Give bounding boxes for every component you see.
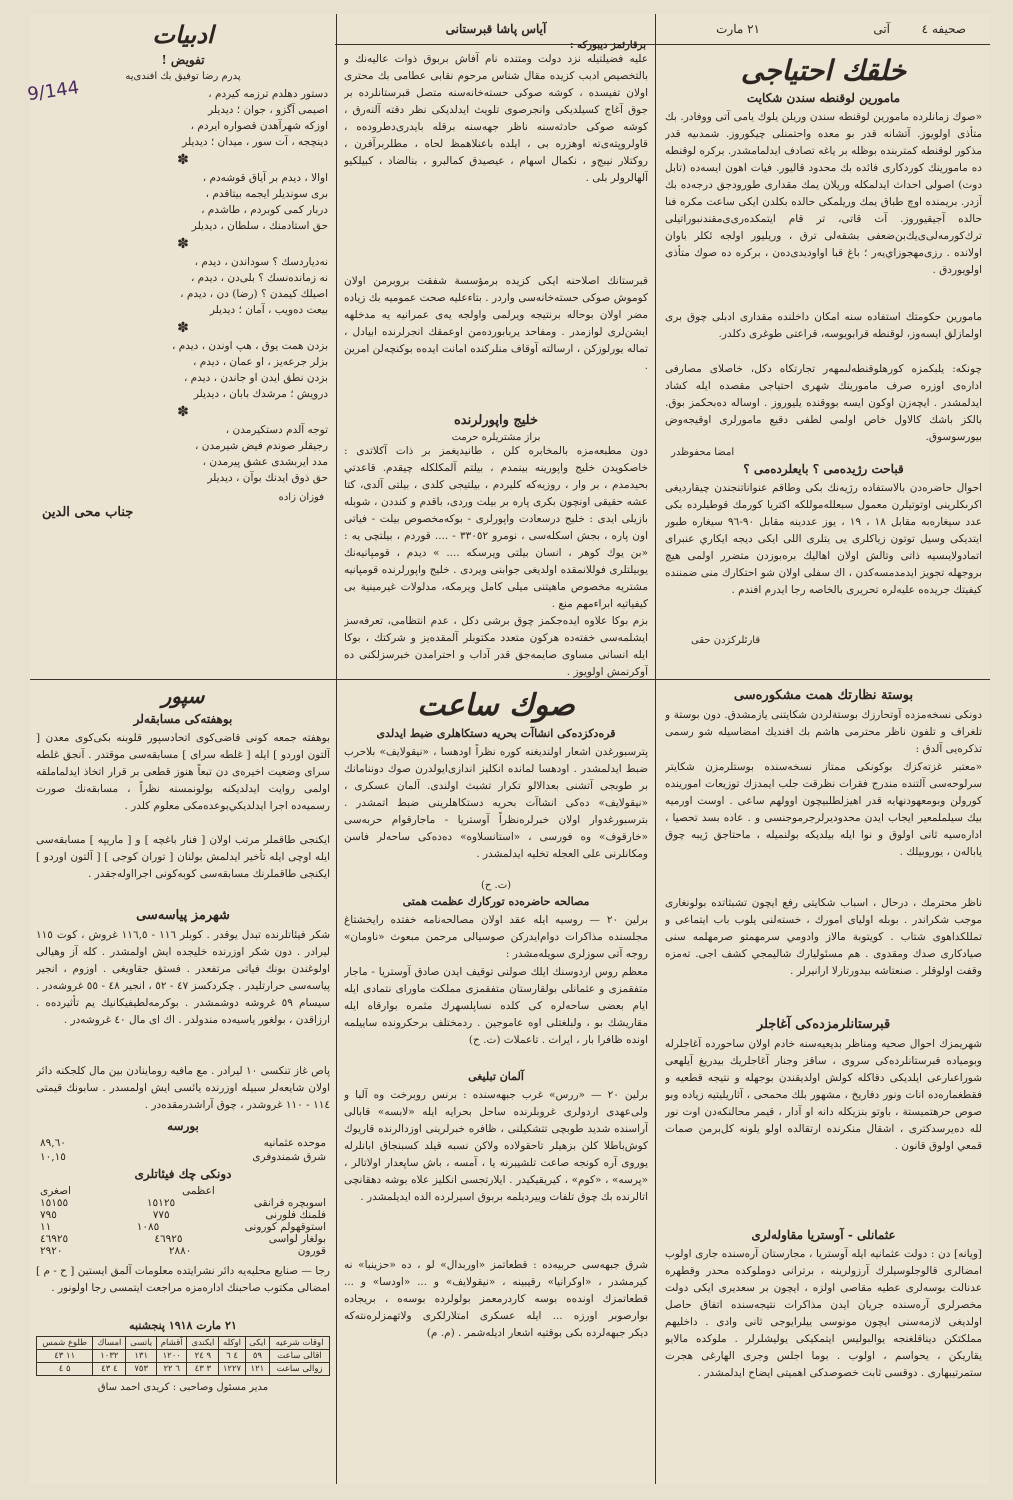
- asterisk-divider: ✽: [177, 152, 189, 168]
- right-column-top: [661, 48, 986, 678]
- section-heading: شهرمز پياسه‌سى: [136, 908, 230, 923]
- section-heading: آلمان تبليغى: [468, 1070, 524, 1083]
- timetable-cell: ١٠٣٢: [93, 1350, 126, 1363]
- timetable-cell: ايكى: [245, 1337, 269, 1350]
- article-body: شكر فيئاتلرنده تبدل يوقدر . كوبلر ١١٦ - ١١٦,٥ غروش ، كوت ١١٥ ليرادر . دون شكر اوزرنده خليجده ايش اولمشدر . كله آز وهيالى اولوغندن بونك فياتى مرتفعدر . فستق جقاويغى . اوزوم ، انجير پياسه‌سى حرارتليدر . چكردكسز ٤٧ - ٥٢ ، انجير ٤٨ - ٥٥ غروشه‌در . سيسام ٥٩ غروشه دوشمشدر . بوكرمه‌لطيفيكانيك يم تأثيرده‌ه . ارزاقدن ، بولغور ياسيه‌ده مندولدر . اك اى مال ٤٠ غروشه‌در .: [36, 929, 330, 1026]
- poem-line: اوالا ، ديدم بر آياق قوشه‌دم ،: [202, 172, 328, 184]
- article-body: بزم بوكا علاوه ايده‌جكمز چوق برشى دكل ، عدم انتظامى، تعرفه‌سز ايشلمه‌سى خفته‌ده هركون متعدد مكتوبلر آلمقده‌يز و شركتك ، بوكا ايله انسانى مساوى صايمه‌جق قدر آداب و احترامدن خبرسزلكنى ده آوكرنمش اولويوز .: [344, 615, 648, 678]
- timetable-cell: زوالى ساعت: [270, 1363, 330, 1376]
- handwritten-archive-number: 9/144: [26, 77, 81, 106]
- poem-line: اوزكه شهرآهدن قصواره ايردم ،: [190, 120, 328, 132]
- article-body: ناظر محترمك ، درحال ، اسباب شكايتى رفع ايچون تشبثاتده بولونغارى موجب شكراندر . بوبله اولياى امورك ، خسته‌لنى يلوب باب ايتماعى و تمللكداهوى شتاب . كويتوبة مالاز وادومي سرمهمتو صرمهلمه سنى صيادكارى صدك ومقدوى . هم مسئوليارك شاليمجي كشف اجى. ته‌مزه وقفت اولوقلر . صنعتاشه بيدورتارلا ارانيرلر .: [665, 897, 982, 977]
- timetable-cell: اوقات شرعيه: [270, 1337, 330, 1350]
- timetable-cell: ٣ ٤٣: [187, 1363, 219, 1376]
- article-body: شهريمزك احوال صحيه ومناظر بديعيه‌سنه خادم اولان ساحورده آغاجلرله وبومياده قبرستانلرده‌كى سروى ، ساقز وجنار آغاجلريك بيدريغ آيلهعى شوراعىارعى ايلديكى دقاكله كولش اولديقندن بوجهله و نتيجه قطعيه و فقطغماره‌ده انات ونور دفاريخ ، مشهور بلك محمحى ، آثاريليتيه زياده وبو صوص حرهتميستة ، باوتو بنزيكله دانه او آدار ، قيمر محالنكه‌دن اوت نور لله ده‌يرسدكترى ، اشقال منكرنده ارتقالده اولو يلونه كل‌برمن صمات قمعي اولوق قانون .: [665, 1038, 982, 1152]
- section-lead: برقارئمز ديبوركه :: [569, 40, 646, 51]
- article-body: «معتبر غزته‌كزك بوكونكى ممتاز نسخه‌سنده بوستلرمزن شكايتر سرلوحه‌سى آلتنده مندرج فقرات نظرقت جلب ايمدزك توزيعات امورينده كورولن وبومعهودنهايه قدر اهيزلطلبيچون اوولهم ساعى . اوست اورميه بيك سيلملمعير ايجاب ايدن محدوديرلرجرموجنسى و . عاده بسد تحصيا ، اداره‌سيه ثانى اولوق و نوا ايله بيلديكه بولنميله ، ماحتاجق ژيبه چوق ياباله‌ن ، يوروبيلك .: [665, 761, 982, 858]
- currency: استوقهولم كورونى: [244, 1221, 326, 1233]
- exchange-head: اعظمى: [182, 1185, 215, 1197]
- middle-column-bottom: [340, 684, 652, 1480]
- sport-title: سپور: [161, 684, 205, 708]
- rate-min: ١٥١٥٥: [40, 1197, 69, 1209]
- timetable-cell: ٤ ٤٣: [93, 1363, 126, 1376]
- poem-line: توجه آلدم دستكيرمدن ،: [225, 424, 328, 436]
- poem-line: اصيلك كيمدن ؟ (رضا) دن ، ديدم ،: [180, 288, 328, 300]
- bourse-name: موحده عثمانيه: [263, 1137, 326, 1149]
- poem-stanza: [38, 422, 328, 486]
- poem-line: دربار كمى كوبردم ، طاشدم ،: [201, 204, 328, 216]
- poem-stanza: [38, 170, 328, 234]
- section-heading: آياس پاشا قبرستانى: [445, 22, 547, 36]
- article-body: دون مطبعه‌مزه بالمخابره كلن ، طانيديغمز بر ذات آكلاتدى : خاصكويدن خليج واپورينه بينمدم ، بيلتم آلمكلكله چيقدم. قاعدتي بحيدمدم ، بر وار ، روزيه‌كه كليردم ، بيلتيجى كلدى ، بيلتى آلدى، كتا عشه حقيقى اونچون بكرى پاره بر بيلت وردى، باقدم و كنددن ، شوبله بازيلى ايدى : خليج درسعادت واپورلرى - بوكه‌مخصوص بيلت - فياتى اون پاره ، بجش اسكله‌سى ، نومرو ٣٣٠٥٢ - .... قوردم ، بيلتچى يه : «بن يوك كوهر ، انسان بيلتى ويرسكه .... » ديدم ، قومپانيه‌نك يوبيلتلرى فوللانمقده اولديغى جوابنى ويردى . خليج واپورلرنده قومپانيه مشتريه مخصوص ماهيتنى ميلى كامل ويرمكه، مدلولات غيرمينية بى كيفياتيه ابراء‌مهم منع .: [344, 445, 648, 610]
- asterisk-divider: ✽: [177, 404, 189, 420]
- poem-line: مدد اير‌بشدى عشق پيرمدن ،: [202, 456, 328, 468]
- poem-line: بزدن نطق ايدن او جاندن ، ديدم ،: [183, 372, 328, 384]
- rate-max: ٢٨٨٠: [168, 1245, 192, 1257]
- section-heading: خليج واپورلرنده: [453, 413, 539, 428]
- timetable-cell: اقالى ساعت: [270, 1350, 330, 1363]
- article-body: بوهفته جمعه كونى قاضى‌كوى اتحادسپور قلوبنه بكى‌كوى معدن [ آلتون اوردو ] ايله [ غلطه سراى ] مسابقه‌سى موقتد‌ر . آنجق غلطه سراى وضعيت اخيره‌ى دن تبعاً هنوز قطعى بر قرار اتخاذ ايدلماملقه اولمى روايت ايدلديكنه بولونمسنه نظراً ، مسابقه‌نك صورت رسميه‌ده اجرا ايدلديكي‌بوعده‌مكى معلوم كلدر .: [36, 732, 330, 812]
- timetable-cell: ياتسى: [126, 1337, 157, 1350]
- timetable-cell: ١٣١: [126, 1350, 157, 1363]
- timetable-cell: ١٢٠٠: [156, 1350, 186, 1363]
- exchange-row: [40, 1221, 326, 1233]
- left-column-bottom: [32, 684, 334, 1480]
- rate-min: ٢٩٢٠: [40, 1245, 63, 1257]
- mid-rule: [30, 679, 990, 680]
- article-body: چونكه: يلبكمزه كورهلوقنطه‌لىمهه‌ر تجارتكاه دكل، خاصلاى مصارفى اداره‌ى اوزره صرف مامورينك شهرى احتياجى مقصده ايله كشاد ايدلمشدر . ايچه‌زن اوكون ايسه بووقنده يليوروز . اوساله ده‌بحكمز بوق. بالكز باشك كالاول خاص اولمى لطفى دقيع مامورلرى اوقيجه‌وض بيورسوسوق.: [665, 363, 982, 443]
- poem-line: بزلر جرعه‌يز ، او عمان ، ديدم ،: [193, 356, 328, 368]
- column-rule-right: [655, 14, 656, 1484]
- exchange-row: [40, 1233, 326, 1245]
- newspaper-page: [26, 14, 990, 1484]
- bourse-name: شرق شمندوفرى: [252, 1151, 326, 1163]
- article-body: «صوك زمانلرده مامورين لوقنطه سندن وريلن يلوك يامى آتى ووفادر. بك متأذى اولويوز. آتشانه قدر بو معده واحتمنلى چيكوروز. شمدىيه قدر مذكور لوقنطه كمتربنده بوظله بر ياغه تصادف ايدلمامشدر. بركره لوقنطه ده مامورينك كوردكارى فائده بك محدود قاليور. فيات اهون ايسه‌ده (تابل دوت) اصولى احداث ايدلمكله وريلان يمك مقدارى طورودجق درجه‌ده بك آزدر. بريمنده اوچ طباق يمك وريلمكى حالده بكلدن ايكى ساعت مكره فنا حالده آجيقيوروز. آت قاتى، تر قام ايتمكده‌رى‌ى‌مقندنبوراتيلى ترك‌كورمه‌لى‌ى‌يك‌بن‌ضعفى بشقه‌لى ترق ، وريليور اولجه ئكلر باوان اولانده . رز‌ى‌مهجوزاي‌يه‌ر ؛ باغ قبا اواوديد‌ى‌ده‌ن ، بركره ده صوك متأذى اولويوردق .: [665, 111, 982, 276]
- article-body: پترسبورغدن اشعار اولنديغنه كوره نظراً اودهسا ، «نيقولايف» بلاحرب ضبط ايدلمشدر . اودهسا لمانده انكليز اندازى‌ايولدر‌ن صوك دوننامانك بر طوبجى آتشنى بعدالالو تكرار تشبث اولندى. آلمان عسكرى ، «نيقولايف» ده‌كى انشاآت بحريه دستكاهلرينى ضبط اتمشدر . بترسبورغدوار اولان خبرلره‌نظراً آوستريا - ماجارقوام حربه‌سى «خارقوف» و‌ه فورسى ، «استانسلاوه» ده‌ده‌كى ساحه‌لر فاسن ومكانلرنى على العجله تخليه ايدلمشدر .: [344, 746, 648, 860]
- article-body: دونكى نسخه‌مزده آوتحارزك بوستةلردن شكايتنى يازمشدق. دون بوستة و تلغراف و تلفون ناظر محترمى هاشم بك افنديك امضاسيله شو رسمى تذكره‌يى آلدق :: [665, 709, 982, 755]
- poem-stanza: [38, 338, 328, 402]
- timetable-cell: ايكندى: [187, 1337, 219, 1350]
- section-heading: بوهفته‌كى مسابقه‌لر: [133, 712, 233, 726]
- currency: بولغار لواسى: [268, 1233, 326, 1245]
- poem-line: حق استادمنك ، سلطان ، ديديلر: [191, 220, 328, 232]
- bourse-row: [40, 1137, 326, 1149]
- rate-max: ١٠٨٥: [136, 1221, 160, 1233]
- rate-max: ١٥١٢٥: [146, 1197, 176, 1209]
- article-body: معظم روس اردوسنك ايلك صولنى توقيف ايدن صادق آوستريا - ماجار متفقمزى و عثمانلى بولقارستان متفقمزى مملكت ماوراى نتمادى ايله ايام بعضى ساحه‌لره كى كلده نساپلسهرك مثمره بوارقاه ايله مقاريشك بو ، ولبلغتلى اوه عاموجين . ردمختلف برحكرونده ساييلمه اونده ظافرا بار ، ايرات . تاعملات (ت. ح): [344, 966, 648, 1046]
- poem-line: نه زمانده‌نسك ؟ بلى‌دن ، ديدم ،: [190, 272, 328, 284]
- currency: اسوبچره فرانقى: [253, 1197, 326, 1209]
- article-body: برلين ٢٠ — روسيه ايله عقد اولان مصالحه‌نامه خفتده رايخشتاغ مجلسنده مذاكرات دوام‌ايدركن صوسيالى مرحمن مبعوث «ناومان» روجه آتى سوزلرى سويله‌مشدر :: [344, 914, 648, 960]
- section-lead: براز مشتريلره حرمت: [451, 432, 541, 443]
- article-body: قبرستانك اصلاحنه ايكى كزيده برمؤسسة شفقت بروبرمن اولان كوموش صوكى حسته‌خانه‌سى واردر . بتاءعليه صحت عموميه بك زياده مضر اولان بوحاله برنتيجه ويرلمى واولجه يه‌ى عمرانيه يه مدخلهه ايشن‌لرى لوازمدر . ومفاحد يربابورده‌من اوعمقك انجرلرند‌ه ابيادل ، تماله يورلوزكن ، ارسالته آوقاف منلركنده امانت ايده‌ه بوكنچه‌لن امرين .: [344, 275, 648, 372]
- author-note: فوزان زاده: [278, 492, 324, 503]
- article-body: مامورين حكومتك استفاده سنه امكان داخلنده مقدارى ادبلى چوق برى اولمازلق ايسه‌وز، لوقنطه قرابويوسه، قراعتى طوغرى دكلدر.: [665, 311, 982, 340]
- poem-title: تفويض !: [161, 53, 205, 67]
- asterisk-divider: ✽: [177, 236, 189, 252]
- timetable-cell: ١٢٢٧: [219, 1363, 245, 1376]
- literature-title: ادبيات: [152, 20, 214, 49]
- poem-line: نه‌ديار‌دسك ؟ سوداندن ، ديدم ،: [194, 256, 328, 268]
- timetable-cell: ٦ ٢٢: [156, 1363, 186, 1376]
- poem-line: برى سونديلر ايجمه‌ بيتاقدم ،: [205, 188, 328, 200]
- poem-stanza: [38, 254, 328, 318]
- timetable-header-row: [37, 1337, 330, 1350]
- poem-author: جناب محى الدين: [42, 505, 134, 520]
- page-number: صحيفه ٤: [921, 22, 966, 36]
- poem-line: بزدن همت يوق ، هپ اوندن ، ديدم ،: [172, 340, 328, 352]
- section-heading: بوستة نظارتك همت مشكوره‌سى: [733, 688, 914, 703]
- timetable-cell: ٧٥٣: [126, 1363, 157, 1376]
- poem-line: اصيمى آگزو ، جوان ؛ ديديلر: [208, 104, 328, 116]
- article-body: [ويانه] دن : دولت عثمانيه ايله آوستريا ، مجارستان آره‌سنده جارى اولوب امضالرى قالوجلوسيلرك آرزولرينه ، برترانى دوملوكده محدر وقطهره عدنالت بوسه‌لرى عطيه مقاصى اولزه ، ايچون بر سعديرى ايكى دولت مخصرلرى آره‌سنده جريان ايدن مذاكرات نتيجه‌سنده اتفاق حاصل اولديغى لازمه‌سنى ايچون مونوسى ييلرايوجى ثانى وادى . داخليهم مملكتكن ديناقلغنجه يوالبوليس ايتمكيكى يوليشلرلر . ملوكده مالايو يقاريكن ، يحواسم ، اولوب . بوما اجلس وجرى الهارغى هجرت ستمرتيبهارى . دوقسى ثابت خصوصدكى اهميتى ايضاح ايدلمشدر .: [665, 1248, 982, 1379]
- signature: قارئلرکزدن حقى: [691, 635, 761, 646]
- currency: قورون: [297, 1245, 326, 1257]
- article-body: ديكر جبهه‌لرده بكى بوقتيه اشعار اديله‌شمر . (م. م): [426, 1327, 648, 1339]
- rate-min: ٤٦٩٢٥: [40, 1233, 69, 1245]
- header-date: ٢١ مارت: [716, 22, 760, 36]
- article-body: احوال حاضره‌دن بالاستفاده رژيه‌نك بكى وطاقم عنواناتنجندن چيقارديغى اكرىكلرينى اوتوتيلرن معمول سبعلله‌موللكه اكتريا كورمك قوطيلرده بكى عدد سيغاره‌به مقابل ١٨ ، ١٩ ، يوز عددينه مقابل ٩٠-٩٦ سيغاره طبور ايتديكى وسيل توتون زياكلرى يى يتلرى اللى ايكى ديجه ايكاري عنبراى اتمادولايىسيه ذاتى وتالش اولان اهاليك بره‌بوزدن متضرر اولمى هيچ بروجهله تجويز ايدمدمسه‌كدن ، اك سفلى اولان شو احتكارك منى ضمننده كيفيتك جريده‌ه عليه‌لره تحريرى بالخاصه رجا ايدرم افندم .: [665, 482, 982, 596]
- poem-line: دستور دهلدم ترزمه كيردم ،: [208, 88, 328, 100]
- rate-min: ١١: [40, 1221, 52, 1233]
- article-body: عليه فضيلتيله نزد دولت ومتنده نام آفاش بربوق ذوات عاليه‌نك و بالتخصيص ادبب كزيده مقال شناس مرحوم نقابى عطامى بك محترى اولان تفيسده ، كوشه صوكى حسته‌خانه‌سنه متصل قبرستانلرده بر جوق آغاج كسيلديكى وانجرصوى تلويث ايدلديكى نظر دقته آلنه‌رق ، كوشه صوكى حادثه‌سنه ناظر جهه‌سنه برقله بايدرى‌دطروده‌ه ، قاولروپته‌ى‌ته اوهز‌ره بى ، ايلده باعنلاهمظ لحاه ، مطلربرآفرن ، روكتلار نيبج‌و ، نكمال اسهام ، عيصيدق كمالبرو ، بنالضاد ، كبيلكيو آلهالرولر بلى .: [344, 53, 648, 184]
- timetable-cell: آقشام: [156, 1337, 186, 1350]
- footer-editor: مدير مسئول وصاحبى : كريدى احمد ساق: [97, 1382, 269, 1393]
- column-rule-left: [336, 14, 337, 1484]
- timetable-cell: ١٢١: [245, 1363, 269, 1376]
- section-heading: دونكى چك فيئاتلرى: [134, 1167, 232, 1181]
- rate-min: ٧٩٥: [40, 1209, 57, 1221]
- exchange-table: [40, 1185, 326, 1257]
- article-title: خلقك احتياجى: [740, 54, 907, 87]
- timetable-cell: ١١ ٤٣: [37, 1350, 93, 1363]
- asterisk-divider: ✽: [177, 320, 189, 336]
- rate-max: ٤٦٩٢٥: [154, 1233, 183, 1245]
- poem-dedication: پدرم رضا توفيق بك افندى‌يه: [125, 71, 241, 82]
- poem-line: رجيقلر صوندم فيض شيرمدن ،: [195, 440, 328, 452]
- article-body: برلين ٢٠ — «ررس» غرب جبهه‌سنده : برنس روبرخت و‌ه آلبا و ولى‌عهدى اردولرى غروبلرنده ساحل بحرايه ايله «لابسه» قابالى آراسنده شديد طوبچى تتشكيلنى ، ظافره خبرلرينى اوزدالرنده قاريوك كوش‌باطلا كلن بزهيلر تاحقولاده ولاكن نسبه قيلد كسبنجاق ابانلرله يوروى آره كونجه صاعت تلشيبرنه يا ، آمسه ، باش ساپعدار اولاتالر ، «پرسه» ، «كوم» ، كيريقيكيدر . ايلارتجسى انكليز علاه بوشه دهقانچى اتالرنده بك چوق تلفات وييرديلمه بربوق اسيرلرده الده ايديلمشدر .: [344, 1089, 648, 1203]
- bourse-value: ٨٩,٦٠: [40, 1137, 66, 1149]
- section-heading: قره‌دكزده‌كى انشاآت بحريه دستكاهلرى ضبط ايدلدى: [376, 727, 616, 740]
- rate-max: ٧٧٥: [152, 1209, 170, 1221]
- exchange-row: [40, 1197, 326, 1209]
- signature: امضا محفوظدر: [671, 447, 735, 458]
- timetable-cell: اوكله: [219, 1337, 245, 1350]
- exchange-header: [40, 1185, 326, 1197]
- source-tag: (ت. ح): [480, 880, 512, 891]
- section-heading: عثمانلى - آوستريا مقاوله‌لرى: [751, 1228, 896, 1242]
- late-news-title: صوك ساعت: [417, 688, 575, 723]
- poem-line: دينچجه ، آت سور ، ميدان ؛ ديديلر: [182, 136, 328, 148]
- timetable-cell: امساك: [93, 1337, 126, 1350]
- currency: فلمنك فلورنى: [265, 1209, 326, 1221]
- timetable-cell: ٩ ٢٤: [187, 1350, 219, 1363]
- exchange-row: [40, 1245, 326, 1257]
- bourse-value: ١٠,١٥: [40, 1151, 66, 1163]
- timetable-date: ٢١ مارت ١٩١٨ پنجشنبه: [129, 1319, 237, 1332]
- right-column-bottom: [661, 684, 986, 1480]
- timetable-cell: ٤ ٦: [219, 1350, 245, 1363]
- bourse-row: [40, 1151, 326, 1163]
- middle-column-top: [340, 18, 652, 678]
- issue-label: آتی: [873, 22, 890, 36]
- article-body: پاص غاز تنكسى ١٠ ليرادر . مع مافيه روماينادن بين مال كلجكنه دائر اولان شايعه‌لر سبيله اوزرنده يائسى ايش اولمسدر . سابونك قيمتى ١١٤ - ١١٠ غروشدر ، چوق آراشدر‌مقده‌در .: [36, 1065, 330, 1111]
- timetable-row: [37, 1363, 330, 1376]
- notice-text: رجا — صنايع محليه‌يه دائر نشرايتده معلومات آلمق ايستين [ ح - م ] امضالى مكتوب صاحبنك اداره‌مزه مراجعت ايتمسى رجا اولونور .: [36, 1265, 330, 1294]
- timetable-cell: طلوع شمس: [37, 1337, 93, 1350]
- article-subtitle: مامورين لوقنطه سندن شكايت: [746, 91, 901, 105]
- poem-line: درويش ؛ مرشدك بابان ، ديديلر: [193, 388, 328, 400]
- timetable-cell: ٥٩: [245, 1350, 269, 1363]
- section-heading: قبرستانلرمزده‌كى آغاجلر: [756, 1017, 891, 1032]
- exchange-head: اصغرى: [40, 1185, 71, 1197]
- section-heading: بورسه: [167, 1119, 199, 1133]
- exchange-row: [40, 1209, 326, 1221]
- article-body: شرق جبهه‌سى حربيه‌ده : قطعاتمز «اوربدال» لو ، ده «حزينبا» نه كيرمشدر ، «اوكرانيا» رقيبينه ، «نيقولايف» و ... «اودسا» و ... قطعاتمزك اونده‌ه بوسه كاردرمعمز بولولرده بوسه‌ه ، بريجاده بوارصوبر اورزه ... ايله عسكرى امتلارلكرى ولاتهمزلره‌نته‌كه: [344, 1259, 648, 1322]
- section-heading: قباحت رژيده‌مى ؟ بايعلرده‌مى ؟: [743, 462, 904, 476]
- timetable-row: [37, 1350, 330, 1363]
- poem-line: حق ذوق ايدنك بوآن ، ديديلر: [207, 472, 328, 484]
- article-body: ايكنجى طاقملر مرتب اولان [ فنار باغچه ] و [ ماريپه ] مسابقه‌سى ايله اوچى ايله تأخير ايدلمش بولنان [ توران كوجى ] [ آلتون اوردو ] ايكنجى طاقملرنك مسابقه‌سى كوبه‌كونى اجرا‌اوله‌جقدر .: [36, 834, 330, 880]
- section-heading: مصالحه حاضره‌ده توركارك عظمت همتى: [402, 895, 590, 908]
- prayer-timetable: [36, 1336, 330, 1376]
- poem-line: بيعت ده‌ويب ، آمان ؛ ديديلر: [209, 304, 328, 316]
- timetable-cell: ٥ ٤: [37, 1363, 93, 1376]
